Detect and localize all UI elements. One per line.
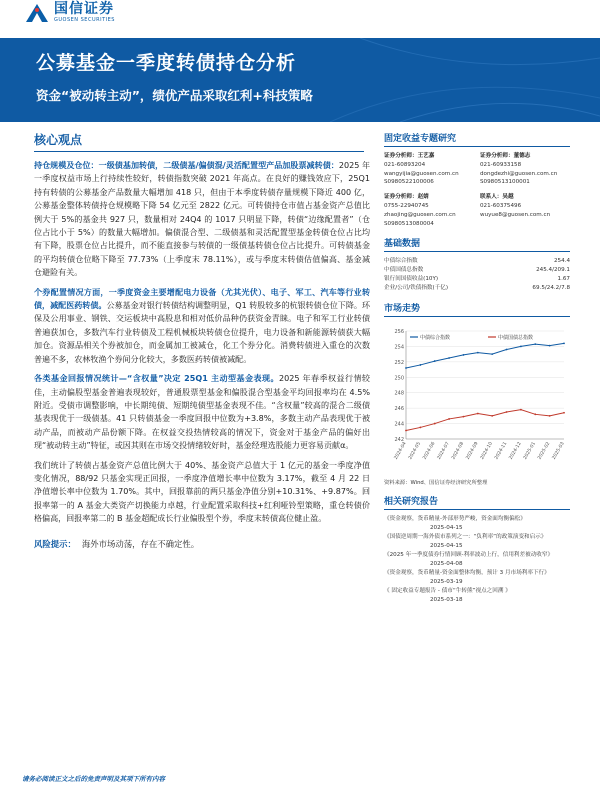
market-trend-title: 市场走势	[384, 301, 570, 317]
related-report-title[interactable]: 《资金观察，货币精量-资金面整体均衡，预计 3 月市场利率下行》	[384, 569, 550, 576]
basic-data-value: 1.67	[557, 275, 570, 282]
data-point	[434, 360, 436, 362]
paragraph-2	[34, 286, 370, 366]
related-report-title[interactable]: 《2025 年一季度债券行情回顾-利率波动上行，信用利差被动收窄》	[384, 551, 554, 558]
page-title: 公募基金一季度转债持仓分析	[36, 52, 297, 74]
related-report[interactable]	[384, 533, 570, 551]
y-tick-label: 248	[394, 390, 404, 397]
legend-label: 中债国债总指数	[498, 334, 534, 341]
related-report[interactable]	[384, 515, 570, 533]
data-point	[534, 413, 536, 415]
risk-note	[34, 538, 370, 550]
data-point	[520, 345, 522, 347]
y-tick-label: 252	[394, 359, 404, 366]
title-banner	[0, 38, 600, 122]
x-tick-label: 2024-10	[479, 441, 494, 461]
basic-data-key: 中债国债总指数	[384, 267, 424, 274]
logo	[24, 2, 115, 24]
related-report[interactable]	[384, 551, 570, 569]
x-tick-label: 2024-11	[494, 441, 509, 461]
analyst-role: 证券分析师：	[384, 194, 418, 201]
basic-data-row	[384, 275, 570, 284]
x-tick-label: 2025-02	[537, 441, 552, 461]
related-report-title[interactable]: 《国债逆周期一海外债市系列之一：“负利率”的政策演变和启示》	[384, 533, 547, 540]
analyst-role: 证券分析师：	[480, 153, 514, 159]
data-point	[405, 367, 407, 369]
logo-en: GUOSEN SECURITIES	[54, 17, 115, 23]
paragraph-2-body: 公募基金对银行转债结构调整明显，Q1 转股较多的杭银转债仓位下降。环保及公用事业、钢铁、交运板块中高股息和相对低价品种仍获资金青睐。电子和军工行业转债普遍获加仓，多数汽车行业转债及工程机械板块转债仓位提升，电力设备和新能源转债获大幅加仓。资源品相关个券被加仓，而金属加工被减仓，化工个券分化。消费转债进入重仓的次数普遍不多，农林牧渔个券间分化较大，多数医药转债被减配。	[34, 301, 371, 364]
chart-source: 资料来源：Wind、国信证券经济研究所整理	[384, 479, 488, 486]
data-point	[549, 344, 551, 346]
data-point	[506, 348, 508, 350]
data-point	[448, 357, 450, 359]
analyst-card	[480, 193, 570, 228]
paragraph-1-head: 持仓规模及仓位：一级债基加转债，二级债基/偏债混/灵活配置型产品加股票减转债：	[34, 161, 339, 170]
data-point	[563, 411, 565, 413]
data-point	[477, 412, 479, 414]
data-point	[419, 426, 421, 428]
analyst-email[interactable]: dongdezhi@guosen.com.cn	[480, 170, 558, 177]
data-point	[448, 418, 450, 420]
basic-data-key: 银行间国债收益(10Y)	[384, 275, 439, 282]
x-tick-label: 2025-03	[551, 441, 566, 461]
data-point	[463, 354, 465, 356]
logo-cn: 国信证券	[54, 1, 114, 17]
related-report-date: 2025-04-15	[430, 524, 463, 531]
top-bar	[0, 0, 600, 38]
paragraph-4: 我们统计了转债占基金资产总值比例大于 40%、基金资产总值大于 1 亿元的基金一季度净值变化情况，88/92 只基金实现正回报，一季度净值增长率中位数为 3.17%，截至 4 月 22 日净值增长率中位数为 1.70%。其中，回报靠前的两只基金净值分别+10.31%、+9.87%。回报率第一的 A 基金大类资产切换能力卓越，行业配置采取科技+红利哑铃型策略，重仓转债价格偏高，回报率第二的 B 基金超配成长行业偏股型个券，季度末转债高位健止盈。	[34, 460, 370, 524]
paragraph-1-body: 2025 年一季度权益市场上行持续性较好，转债指数突破 2021 年高点。在良好的赚钱效应下，25Q1 持有转债的公募基金产品数量大幅增加 418 只，但由于本季度转债存量规模下降近 400 亿，公募基金整体转债持仓规模略下降 54 亿元至 2822 亿元。可转债持仓市值占基金资产总值比例大于 5%的基金共 927 只，数量相对 24Q4 的 1017 只明显下降，转债“边缘配置者”（仓位占比小于 5%）的数量大幅增加。偏债混合型、二级债基和灵活配置型基金转债仓位占比均有下降，股票仓位占比提升，而不能直接参与转债的一级债基转债仓位占比提升。可转债基金的平均转债仓位略下降至 77.73%（上季度末 78.11%），或与季度末转债估值偏高、基金减仓避险有关。	[34, 161, 370, 278]
data-point	[520, 408, 522, 410]
logo-icon	[24, 2, 50, 24]
analyst-card	[384, 193, 474, 228]
analyst-name: 王艺嘉	[417, 153, 435, 159]
analyst-card	[480, 152, 570, 187]
related-title: 相关研究报告	[384, 494, 570, 510]
main-column	[34, 131, 370, 550]
related-report-date: 2025-03-18	[430, 596, 463, 603]
related-report[interactable]	[384, 587, 570, 605]
analyst-cert: S0980522100006	[384, 179, 434, 186]
x-tick-label: 2024-12	[508, 441, 523, 461]
related-report[interactable]	[384, 569, 570, 587]
x-tick-label: 2024-06	[422, 441, 437, 461]
basic-data-row	[384, 266, 570, 275]
basic-data-title: 基础数据	[384, 236, 570, 252]
footer-disclaimer: 请务必阅读正文之后的免责声明及其项下所有内容	[22, 775, 165, 783]
y-tick-label: 254	[394, 343, 404, 350]
paragraph-3-body: 2025 年春季权益行情较佳，主动偏股型基金普遍表现较好，普通股票型基金和偏股混合型基金平均回报率均在 4.5%附近。受债市调整影响，中长期纯债、短期纯债型基金表现不佳。“含权量”较高的混合二级债基表现优于一级债基。41 只转债基金一季度回报中位数为+3.8%，多数主动产品表现优于被动产品，而被动产品份额下降。在权益交投热情较高的情况下，资金对于基金产品的偏好出现“被动转主动”特征，或因其则在市场交投情绪较好时，基金经理选股能力更容易贡献α。	[34, 374, 370, 451]
market-trend-chart	[384, 325, 570, 473]
risk-label: 风险提示：	[34, 538, 76, 549]
data-point	[549, 415, 551, 417]
analyst-cert: S0980513080004	[384, 220, 434, 227]
data-point	[419, 364, 421, 366]
analyst-role: 证券分析师：	[384, 153, 418, 159]
research-title: 固定收益专题研究	[384, 131, 570, 147]
data-point	[506, 411, 508, 413]
analyst-email[interactable]: wangyijia@guosen.com.cn	[384, 170, 459, 177]
basic-data-value: 254.4	[553, 258, 570, 265]
x-tick-label: 2024-04	[393, 441, 408, 461]
analyst-email[interactable]: wuyue8@guosen.com.cn	[480, 211, 551, 218]
related-report-title[interactable]: 《 固定收益专题报告 - 债市“牛转熊”视点之回溯 》	[384, 587, 511, 594]
analyst-name: 赵婧	[417, 194, 429, 201]
related-report-date: 2025-04-15	[430, 542, 463, 549]
analyst-phone: 0755-22940745	[384, 202, 429, 209]
x-tick-label: 2024-07	[436, 441, 451, 461]
analyst-phone: 021-60893204	[384, 161, 426, 168]
paragraph-1	[34, 159, 370, 280]
y-tick-label: 246	[394, 405, 404, 412]
basic-data-table	[384, 257, 570, 292]
section-title: 核心观点	[34, 131, 364, 152]
legend-label: 中债综合指数	[420, 334, 451, 341]
x-tick-label: 2024-09	[465, 441, 480, 461]
related-report-title[interactable]: 《资金观察，货币精量-外部形势严峻，资金面均衡偏松》	[384, 515, 526, 522]
y-tick-label: 242	[394, 436, 404, 443]
analyst-grid	[384, 152, 570, 228]
analyst-email[interactable]: zhaojing@guosen.com.cn	[384, 211, 456, 218]
related-report-date: 2025-03-19	[430, 578, 463, 585]
series-line	[406, 409, 564, 430]
analyst-cert: S0980513100001	[480, 179, 530, 186]
data-point	[491, 415, 493, 417]
analyst-name: 董德志	[513, 153, 531, 159]
analyst-phone: 021-60933158	[480, 161, 522, 168]
y-tick-label: 244	[394, 421, 404, 428]
analyst-role: 联系人：	[480, 194, 503, 201]
y-tick-label: 256	[394, 328, 404, 335]
page-subtitle: 资金“被动转主动”，绩优产品采取红利+科技策略	[36, 88, 313, 103]
basic-data-row	[384, 257, 570, 266]
risk-text: 海外市场动荡，存在不确定性。	[81, 538, 200, 549]
related-report-date: 2025-04-08	[430, 560, 463, 567]
data-point	[477, 351, 479, 353]
data-point	[534, 343, 536, 345]
data-point	[563, 342, 565, 344]
basic-data-key: 企业/公司/铁债指数(千亿)	[384, 284, 449, 291]
sidebar	[384, 131, 570, 605]
y-tick-label: 250	[394, 374, 404, 381]
related-list	[384, 515, 570, 605]
analyst-phone: 021-60375496	[480, 202, 522, 209]
basic-data-value: 69.5/24.2/7.8	[532, 284, 570, 291]
basic-data-key: 中债综合指数	[384, 258, 418, 265]
basic-data-row	[384, 284, 570, 293]
data-point	[434, 422, 436, 424]
x-tick-label: 2025-01	[523, 441, 538, 461]
basic-data-value: 245.4/209.1	[536, 267, 570, 274]
data-point	[463, 415, 465, 417]
paragraph-3-head: 各类基金回报情况统计—“含权量”决定 25Q1 主动型基金表现。	[34, 374, 279, 384]
analyst-card	[384, 152, 474, 187]
analyst-name: 吴越	[502, 194, 514, 201]
x-tick-label: 2024-08	[451, 441, 466, 461]
data-point	[405, 429, 407, 431]
x-tick-label: 2024-05	[408, 441, 423, 461]
paragraph-2-head: 个券配置情况方面，一季度资金主要增配电力设备（尤其光伏）、电子、军工、汽车等行业转债，减配医药转债。	[34, 287, 370, 311]
paragraph-3	[34, 372, 370, 452]
data-point	[491, 353, 493, 355]
series-line	[406, 343, 564, 368]
